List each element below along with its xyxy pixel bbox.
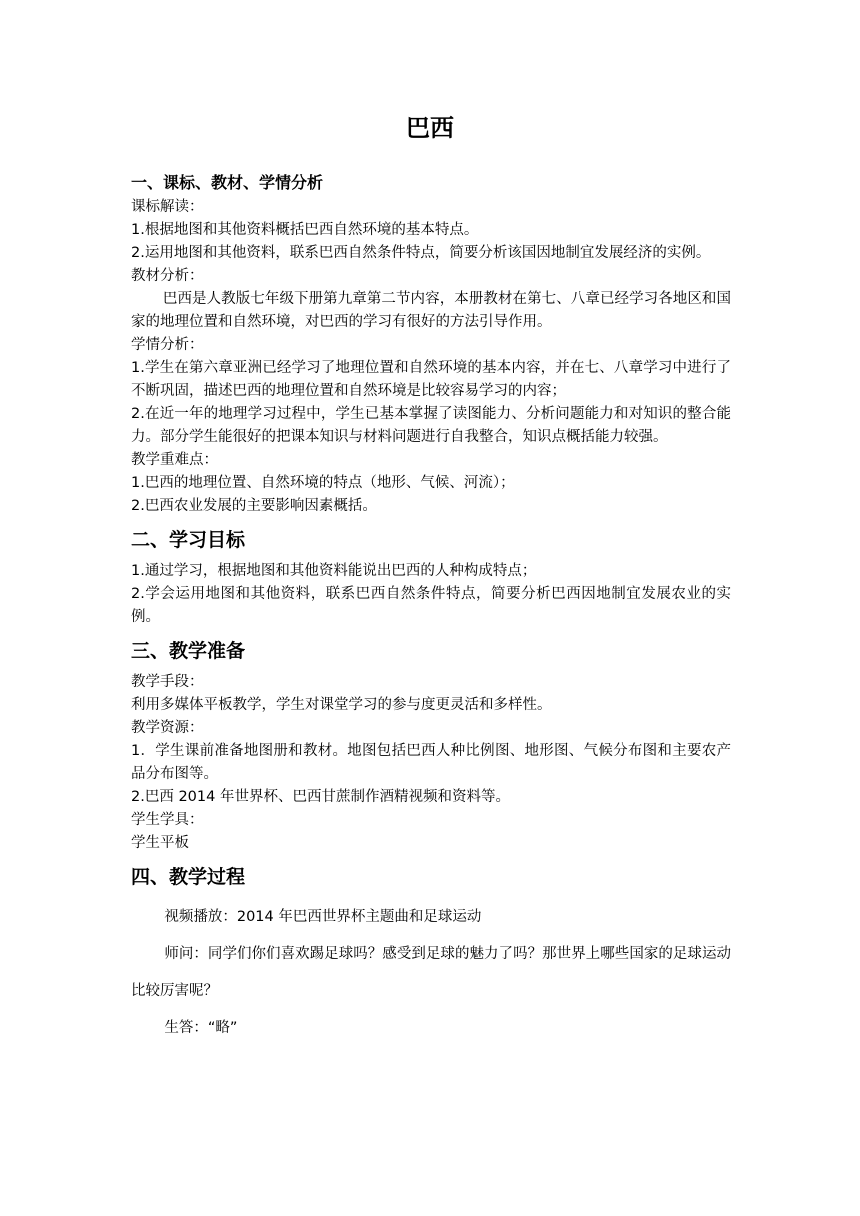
goal-item-2: 2.学会运用地图和其他资料，联系巴西自然条件特点，简要分析巴西因地制宜发展农业的实例。: [131, 586, 731, 625]
zhongnan-label: 教学重难点：: [131, 452, 218, 468]
process-paragraph-2: 师问：同学们你们喜欢踢足球吗？感受到足球的魅力了吗？那世界上哪些国家的足球运动比较厉害呢？: [131, 946, 731, 999]
shouduan-text: 利用多媒体平板教学，学生对课堂学习的参与度更灵活和多样性。: [131, 697, 552, 713]
xueqing-label: 学情分析：: [131, 337, 204, 353]
shouduan-label: 教学手段：: [131, 674, 204, 690]
section-2-heading: 二、学习目标: [131, 529, 246, 551]
jiaocai-label: 教材分析：: [131, 268, 204, 284]
ziyuan-item-2: 2.巴西 2014 年世界杯、巴西甘蔗制作酒精视频和资料等。: [131, 789, 510, 805]
kebiao-item-2: 2.运用地图和其他资料，联系巴西自然条件特点，简要分析该国因地制宜发展经济的实例。: [131, 245, 711, 261]
section-1-heading: 一、课标、教材、学情分析: [131, 173, 324, 192]
process-paragraph-1: 视频播放：2014 年巴西世界杯主题曲和足球运动: [164, 909, 482, 925]
zhongnan-item-2: 2.巴西农业发展的主要影响因素概括。: [131, 498, 377, 514]
goal-item-1: 1.通过学习，根据地图和其他资料能说出巴西的人种构成特点；: [131, 563, 537, 579]
xueju-label: 学生学具：: [131, 812, 204, 828]
kebiao-item-1: 1.根据地图和其他资料概括巴西自然环境的基本特点。: [131, 222, 479, 238]
jiaocai-text: 巴西是人教版七年级下册第九章第二节内容，本册教材在第七、八章已经学习各地区和国家的地理位置和自然环境，对巴西的学习有很好的方法引导作用。: [131, 291, 731, 330]
section-4-heading: 四、教学过程: [131, 866, 246, 888]
xueqing-item-2: 2.在近一年的地理学习过程中，学生已基本掌握了读图能力、分析问题能力和对知识的整合能力。部分学生能很好的把课本知识与材料问题进行自我整合，知识点概括能力较强。: [131, 406, 731, 445]
section-3-heading: 三、教学准备: [131, 640, 246, 662]
document-title: 巴西: [406, 114, 454, 142]
xueju-text: 学生平板: [131, 835, 189, 851]
document-body: [131, 170, 731, 1047]
process-paragraph-3: 生答：“略”: [164, 1020, 238, 1036]
xueqing-item-1: 1.学生在第六章亚洲已经学习了地理位置和自然环境的基本内容，并在七、八章学习中进行了不断巩固，描述巴西的地理位置和自然环境是比较容易学习的内容；: [131, 360, 731, 399]
kebiao-label: 课标解读：: [131, 199, 204, 215]
ziyuan-label: 教学资源：: [131, 720, 204, 736]
ziyuan-item-1: 1．学生课前准备地图册和教材。地图包括巴西人种比例图、地形图、气候分布图和主要农产品分布图等。: [131, 743, 731, 782]
zhongnan-item-1: 1.巴西的地理位置、自然环境的特点（地形、气候、河流）；: [131, 475, 515, 491]
